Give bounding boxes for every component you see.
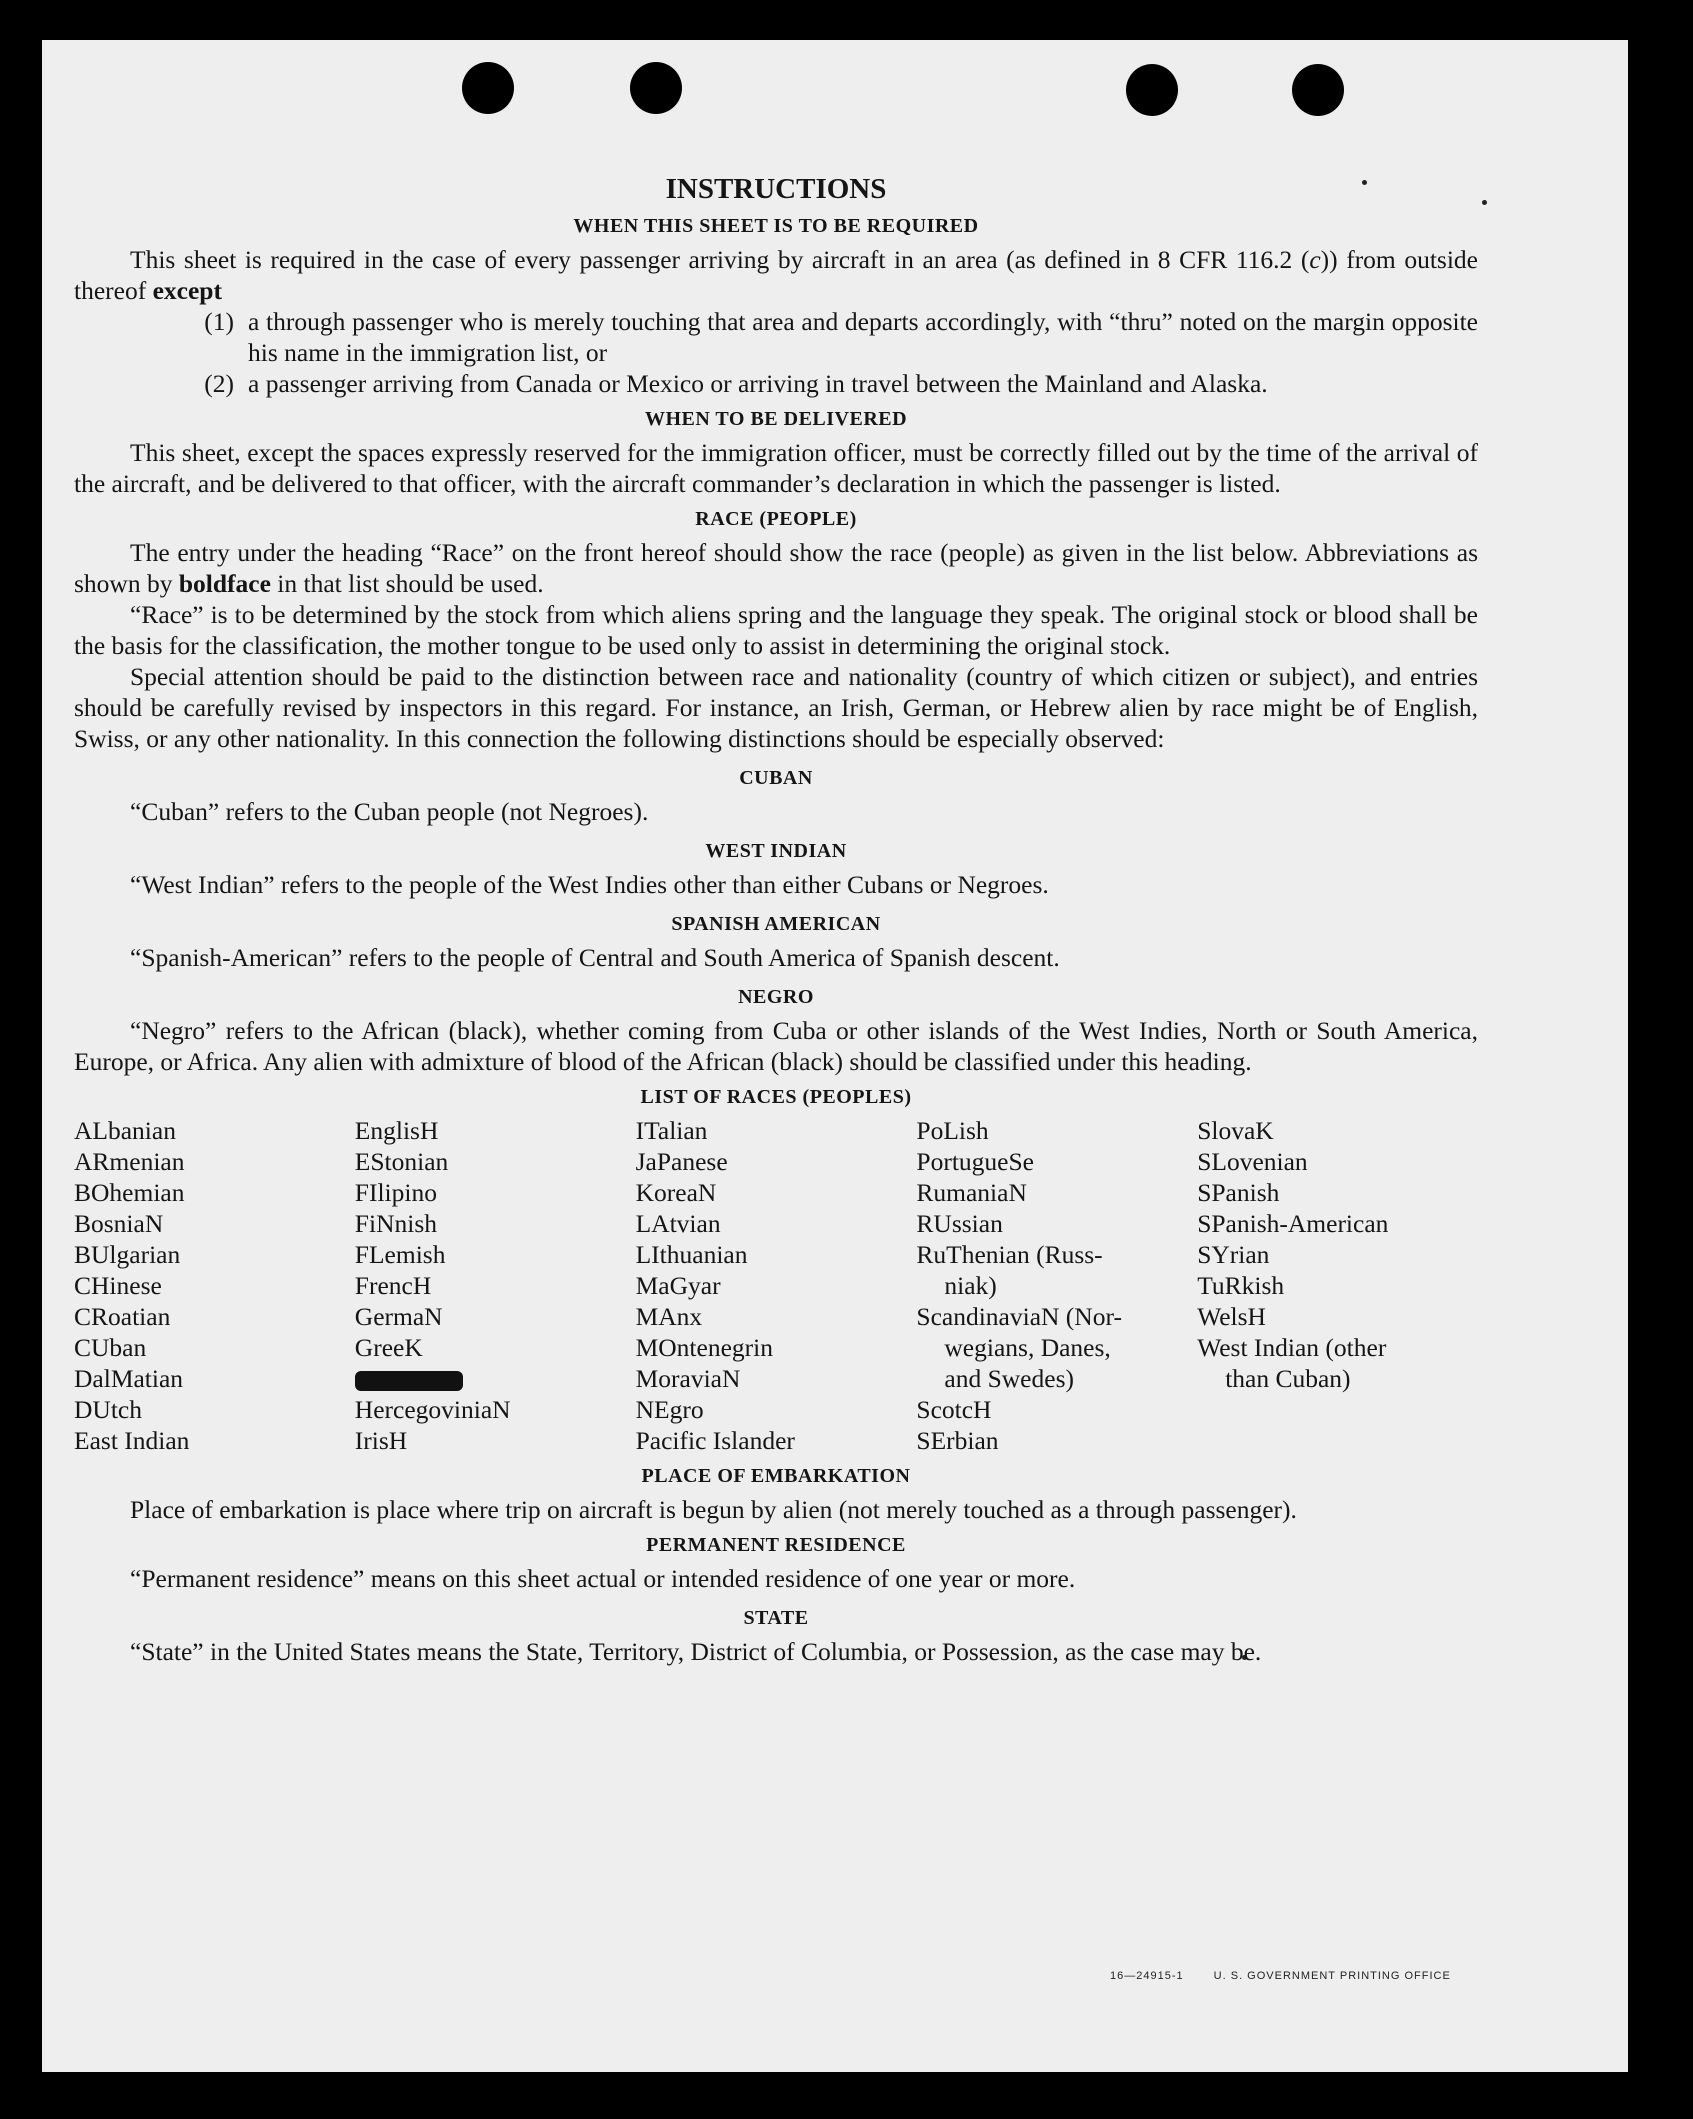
speck [1482,200,1487,205]
west-indian-text: “West Indian” refers to the people of the West Indies other than either Cubans or Negroes. [130,870,1049,899]
heading-residence: PERMANENT RESIDENCE [646,1534,906,1556]
race-paragraph-3: Special attention should be paid to the distinction between race and nationality (country of which citizen or subject), and entries should be carefully revised by inspectors in this regard. For instance, an Irish, German, or Hebrew alien by race might be of English, Swiss, or any other nationality. In this connection the following distinctions should be especially observed: [74,662,1478,753]
residence-text: “Permanent residence” means on this sheet actual or intended residence of one year or more. [130,1564,1076,1593]
instructions-content [74,172,1478,1667]
race-entry: CUban [74,1333,147,1362]
spanish-american-text: “Spanish-American” refers to the people of Central and South America of Spanish descent. [130,943,1060,972]
required-item-2 [74,368,1478,399]
required-item-1 [74,306,1478,368]
punch-hole [1126,64,1178,116]
cuban-text: “Cuban” refers to the Cuban people (not Negroes). [130,797,649,826]
redaction-mark [355,1371,463,1391]
races-column-3 [636,1115,917,1456]
race-entry-continued: than Cuban) [1225,1364,1351,1393]
negro-text: “Negro” refers to the African (black), whether coming from Cuba or other islands of the West Indies, North or South America, Europe, or Africa. Any alien with admixture of blood of the African (black) should be classified under this heading. [74,1016,1478,1076]
races-column-4 [916,1115,1197,1456]
race-entry: DalMatian [74,1364,184,1393]
race-entry: ITalian [635,1116,708,1145]
heading-cuban: CUBAN [739,767,813,789]
heading-state: STATE [743,1607,809,1629]
race-entry: BOhemian [74,1178,185,1207]
races-column-1 [74,1115,355,1456]
punch-hole [1292,64,1344,116]
race-p1-bold: boldface [178,569,271,598]
punch-hole [630,62,682,114]
race-entry: WelsH [1197,1302,1266,1331]
races-column-2-top [355,1115,636,1363]
required-intro-a: This sheet is required in the case of every passenger arriving by aircraft in an area (as defined in 8 CFR 116.2 ( [130,245,1310,274]
heading-embarkation: PLACE OF EMBARKATION [641,1465,911,1487]
races-column-4-bottom [916,1394,1197,1456]
race-entry: FIlipino [354,1178,437,1207]
race-paragraph-2: “Race” is to be determined by the stock from which aliens spring and the language they speak. The original stock or blood shall be the basis for the classification, the mother tongue to be used only to assist in determining the original stock. [74,600,1478,660]
delivered-text: This sheet, except the spaces expressly reserved for the immigration officer, must be correctly filled out by the time of the arrival of the aircraft, and be delivered to that officer, with the aircraft commander’s declaration in which the passenger is listed. [74,438,1478,498]
printer-credit: U. S. GOVERNMENT PRINTING OFFICE [1213,1970,1451,1982]
race-entry: MoraviaN [635,1364,741,1393]
race-entry: MaGyar [635,1271,721,1300]
race-entry: East Indian [74,1426,190,1455]
race-entry: FrencH [354,1271,432,1300]
race-entry: CHinese [74,1271,162,1300]
race-entry: SlovaK [1197,1116,1274,1145]
race-entry: LAtvian [635,1209,721,1238]
race-entry-continued: wegians, Danes, [944,1333,1111,1362]
race-entry: CRoatian [74,1302,171,1331]
race-entry: HercegoviniaN [354,1395,511,1424]
race-entry: FLemish [354,1240,446,1269]
race-entry: LIthuanian [635,1240,748,1269]
race-entry-continued: and Swedes) [944,1364,1074,1393]
state-text: “State” in the United States means the State, Territory, District of Columbia, or Possession, as the case may be. [130,1637,1262,1666]
page-title: INSTRUCTIONS [665,173,887,205]
item-number: (2) [204,369,234,398]
race-entry: West Indian (other [1197,1333,1387,1362]
race-entry: KoreaN [635,1178,717,1207]
punch-hole [462,62,514,114]
race-entry: RUssian [916,1209,1003,1238]
race-entry: ScandinaviaN (Nor- [916,1302,1122,1331]
required-intro-c: c [1309,245,1321,274]
race-entry: MAnx [635,1302,703,1331]
race-entry: PoLish [916,1116,989,1145]
race-entry: ALbanian [74,1116,176,1145]
races-list [74,1115,1478,1456]
race-entry: MOntenegrin [635,1333,773,1362]
race-entry: GreeK [354,1333,423,1362]
race-entry: SPanish-American [1197,1209,1389,1238]
race-entry: JaPanese [635,1147,728,1176]
race-entry: NEgro [635,1395,704,1424]
races-column-5 [1197,1115,1478,1456]
race-entry: IrisH [354,1426,408,1455]
item-text: a passenger arriving from Canada or Mexico or arriving in travel between the Mainland and Alaska. [248,369,1268,398]
form-number: 16—24915-1 [1110,1970,1184,1982]
heading-west-indian: WEST INDIAN [705,840,847,862]
races-column-2 [355,1115,636,1456]
heading-spanish-american: SPANISH AMERICAN [671,913,881,935]
race-entry: BosniaN [74,1209,164,1238]
race-entry: Pacific Islander [635,1426,795,1455]
heading-required: WHEN THIS SHEET IS TO BE REQUIRED [573,215,979,237]
required-intro-b: )) from outside thereof [74,245,1478,305]
race-entry: SYrian [1197,1240,1270,1269]
race-entry: ScotcH [916,1395,992,1424]
race-entry: PortugueSe [916,1147,1034,1176]
race-entry: EnglisH [354,1116,439,1145]
race-entry: TuRkish [1197,1271,1285,1300]
required-intro-except: except [152,276,222,305]
race-entry: BUlgarian [74,1240,181,1269]
heading-list-of-races: LIST OF RACES (PEOPLES) [640,1086,912,1108]
race-entry: GermaN [354,1302,443,1331]
required-intro [74,244,1478,306]
redacted-entry [355,1363,636,1394]
race-entry: RuThenian (Russ- [916,1240,1103,1269]
race-entry: ARmenian [74,1147,185,1176]
heading-delivered: WHEN TO BE DELIVERED [644,408,908,430]
race-paragraph-1 [74,537,1478,599]
heading-negro: NEGRO [738,986,814,1008]
race-entry: SErbian [916,1426,999,1455]
footer [1110,1970,1477,1982]
race-entry: EStonian [354,1147,449,1176]
races-column-5-top [1197,1115,1478,1332]
item-text: a through passenger who is merely touching that area and departs accordingly, with “thru” noted on the margin opposite his name in the immigration list, or [248,307,1478,367]
race-entry: RumaniaN [916,1178,1027,1207]
races-column-4-top [916,1115,1197,1239]
heading-race: RACE (PEOPLE) [695,508,857,530]
race-entry: SPanish [1197,1178,1280,1207]
races-column-2-bottom [355,1394,636,1456]
embarkation-text: Place of embarkation is place where trip on aircraft is begun by alien (not merely touched as a through passenger). [130,1495,1297,1524]
race-entry-continued: niak) [944,1271,997,1300]
race-entry: FiNnish [354,1209,437,1238]
race-entry: DUtch [74,1395,142,1424]
race-p1-a: The entry under the heading “Race” on the front hereof should show the race (people) as given in the list below. Abbreviations as shown by [74,538,1478,598]
race-p1-b: in that list should be used. [270,569,544,598]
item-number: (1) [204,307,234,336]
race-entry: SLovenian [1197,1147,1308,1176]
